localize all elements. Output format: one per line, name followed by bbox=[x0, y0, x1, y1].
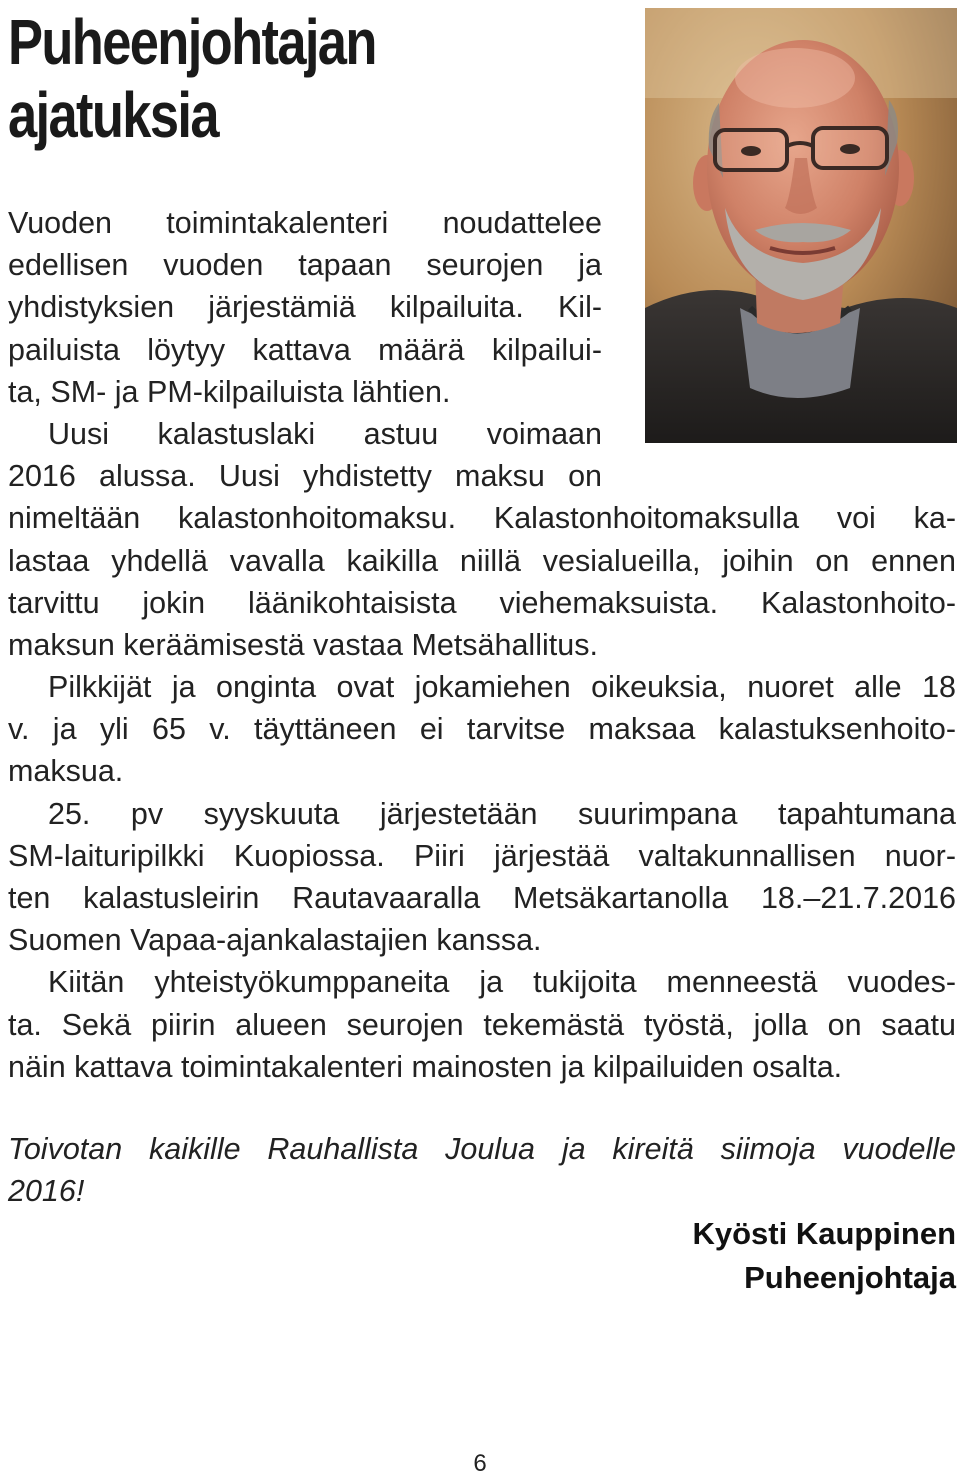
body-line: 25. pv syyskuuta järjestetään suurimpana tapahtumana bbox=[48, 796, 956, 831]
signature-name: Kyösti Kauppinen bbox=[692, 1216, 956, 1251]
body-line: ta. Sekä piirin alueen seurojen tekemästä työstä, jolla on saatu bbox=[8, 1007, 956, 1042]
article-title-line: Puheenjohtajan bbox=[8, 6, 376, 78]
body-line: 2016 alussa. Uusi yhdistetty maksu on bbox=[8, 459, 602, 494]
body-line: maksua. bbox=[8, 754, 124, 789]
body-line: SM-laituripilkki Kuopiossa. Piiri järjestää valtakunnallisen nuor- bbox=[8, 838, 956, 873]
article-title-line: ajatuksia bbox=[8, 79, 218, 151]
body-line: näin kattava toimintakalenteri mainosten ja kilpailuiden osalta. bbox=[8, 1049, 843, 1084]
page-number: 6 bbox=[473, 1450, 487, 1477]
body-line: Suomen Vapaa-ajankalastajien kanssa. bbox=[8, 923, 542, 958]
body-line: ten kalastusleirin Rautavaaralla Metsäkartanolla 18.–21.7.2016 bbox=[8, 881, 956, 915]
body-line: yhdistyksien järjestämiä kilpailuita. Kil- bbox=[8, 290, 602, 325]
body-line: maksun keräämisestä vastaa Metsähallitus. bbox=[8, 627, 598, 662]
body-line: nimeltään kalastonhoitomaksu. Kalastonhoitomaksulla voi ka- bbox=[8, 501, 956, 536]
body-line: tarvittu jokin läänikohtaisista viehemaksuista. Kalastonhoito- bbox=[8, 585, 956, 620]
body-line: Pilkkijät ja onginta ovat jokamiehen oikeuksia, nuoret alle 18 bbox=[48, 670, 956, 705]
body-line: lastaa yhdellä vavalla kaikilla niillä vesialueilla, joihin on ennen bbox=[8, 543, 956, 578]
body-line: Vuoden toimintakalenteri noudattelee bbox=[8, 206, 602, 240]
signature-role: Puheenjohtaja bbox=[744, 1260, 956, 1295]
signature-block bbox=[692, 1212, 956, 1300]
article-title bbox=[8, 6, 516, 152]
body-line: edellisen vuoden tapaan seurojen ja bbox=[8, 248, 602, 283]
body-line: v. ja yli 65 v. täyttäneen ei tarvitse maksaa kalastuksenhoito- bbox=[8, 712, 956, 747]
article-body bbox=[8, 202, 956, 1088]
body-line: pailuista löytyy kattava määrä kilpailui- bbox=[8, 332, 602, 367]
closing-line: Toivotan kaikille Rauhallista Joulua ja kireitä siimoja vuodelle bbox=[8, 1132, 956, 1166]
body-line: Kiitän yhteistyökumppaneita ja tukijoita menneestä vuodes- bbox=[48, 965, 956, 1000]
closing-greeting bbox=[8, 1128, 956, 1212]
closing-line: 2016! bbox=[8, 1174, 85, 1209]
body-line: ta, SM- ja PM-kilpailuista lähtien. bbox=[8, 374, 451, 409]
body-line: Uusi kalastuslaki astuu voimaan bbox=[48, 416, 602, 451]
